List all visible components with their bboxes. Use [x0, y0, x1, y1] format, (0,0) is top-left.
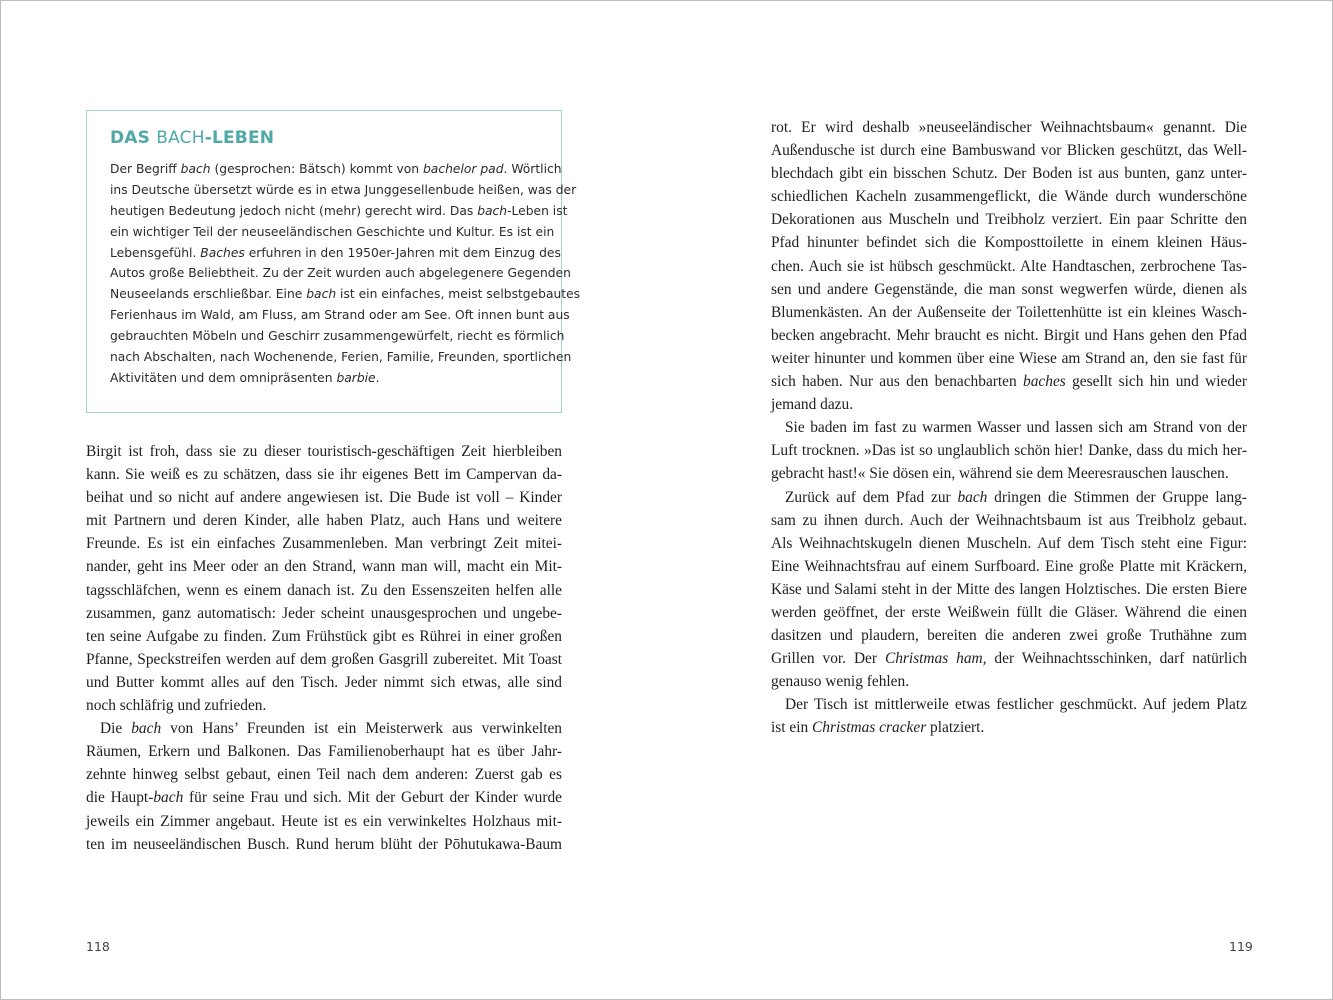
text-line: Zurück auf dem Pfad zur bach dringen die Stimmen der Gruppe lang-	[785, 488, 1247, 506]
text-line: blechdach gibt ein bisschen Schutz. Der Boden ist aus bunten, ganz unter-	[771, 165, 1247, 183]
box-line: gebrauchten Möbeln und Geschirr zusammengewürfelt, riecht es förmlich	[110, 329, 565, 344]
text-line: und Butter kommt alles auf den Tisch. Jeder nimmt sich etwas, alle sind	[86, 673, 562, 691]
text-line: becken angebracht. Mehr braucht es nicht. Birgit und Hans gehen den Pfad	[771, 326, 1247, 344]
box-line: Ferienhaus im Wald, am Fluss, am Strand oder am See. Oft innen bunt aus	[110, 308, 570, 323]
text-line: Der Tisch ist mittlerweile etwas festlicher geschmückt. Auf jedem Platz	[785, 696, 1247, 714]
text-line: sich haben. Nur aus den benachbarten baches gesellt sich hin und wieder	[771, 373, 1247, 391]
text-line: Birgit ist froh, dass sie zu dieser touristisch-geschäftigen Zeit hierbleiben	[86, 443, 562, 460]
text-line: sen und andere Gegenstände, die man sonst wegwerfen würde, dienen als	[771, 280, 1247, 298]
text-line: ist ein Christmas cracker platziert.	[771, 719, 985, 737]
text-line: mit Partnern und deren Kinder, alle haben Platz, auch Hans und weitere	[86, 512, 562, 530]
text-line: Käse und Salami steht in der Mitte des langen Holztisches. Die ersten Biere	[771, 580, 1247, 598]
text-line: Außendusche ist durch eine Bambuswand vor Blicken geschützt, das Well-	[771, 142, 1247, 160]
text-line: weiter hinunter und kommen über eine Wiese am Strand an, den sie fast für	[771, 349, 1247, 367]
text-line: ten im neuseeländischen Busch. Rund herum blüht der Pōhutukawa-Baum	[86, 835, 562, 853]
text-line: ten seine Aufgabe zu finden. Zum Frühstück gibt es Rührei in einer großen	[86, 627, 562, 645]
page-number-left: 118	[86, 939, 110, 954]
text-line: schiedlichen Kacheln zusammengeflickt, die Wände durch wunderschöne	[771, 188, 1247, 206]
text-line: Freunde. Es ist ein einfaches Zusammenleben. Man verbringt Zeit mitei-	[86, 535, 562, 553]
text-line: genauso wenig fehlen.	[771, 673, 910, 691]
text-line: Dekorationen aus Muscheln und Treibholz verziert. Ein paar Schritte den	[771, 211, 1247, 229]
text-line: tagsschläfchen, wenn es einem danach ist. Zu den Essenszeiten helfen alle	[86, 581, 562, 599]
box-line: Autos große Beliebtheit. Zu der Zeit wurden auch abgelegenere Gegenden	[110, 266, 571, 281]
info-box-text	[110, 159, 581, 389]
left-page-text	[86, 440, 562, 856]
text-line: die Haupt-bach für seine Frau und sich. Mit der Geburt der Kinder wurde	[86, 789, 562, 807]
text-line: jeweils ein Zimmer angebaut. Heute ist es ein verwinkeltes Holzhaus mit-	[86, 812, 562, 830]
box-line: Der Begriff bach (gesprochen: Bätsch) kommt von bachelor pad. Wörtlich	[110, 162, 562, 176]
info-box	[86, 110, 581, 413]
box-line: nach Abschalten, nach Wochenende, Ferien, Familie, Freunden, sportlichen	[110, 350, 572, 365]
text-line: kann. Sie weiß es zu schätzen, dass sie ihr eigenes Bett im Campervan da-	[86, 466, 562, 484]
text-line: beihat und so nicht auf andere angewiesen ist. Die Bude ist voll – Kinder	[86, 489, 562, 507]
box-line: Aktivitäten und dem omnipräsenten barbie.	[110, 370, 380, 385]
text-line: Pfad hinunter befindet sich die Komposttoilette in einem kleinen Häus-	[771, 234, 1247, 252]
box-line: Neuseelands erschließbar. Eine bach ist ein einfaches, meist selbstgebautes	[110, 287, 581, 302]
box-line: ins Deutsche übersetzt würde es in etwa Junggesellenbude heißen, was der	[110, 182, 577, 197]
text-line: jemand dazu.	[771, 396, 854, 414]
text-line: Pfanne, Speckstreifen werden auf dem großen Gasgrill zubereitet. Mit Toast	[86, 650, 562, 668]
box-line: ein wichtiger Teil der neuseeländischen Geschichte und Kultur. Es ist ein	[110, 224, 555, 239]
text-line: Blumenkästen. An der Außenseite der Toilettenhütte ist ein kleines Wasch-	[771, 303, 1247, 321]
text-line: Luft trocknen. »Das ist so unglaublich schön hier! Danke, dass du mich her-	[771, 442, 1247, 460]
page-number-right: 119	[1229, 939, 1253, 954]
box-line: Lebensgefühl. Baches erfuhren in den 1950er-Jahren mit dem Einzug des	[110, 245, 561, 260]
text-line: Eine Weihnachtsfrau auf einem Surfboard. Eine große Platte mit Kräckern,	[771, 557, 1247, 575]
text-line: zusammen, ganz automatisch: Jeder scheint unausgesprochen und ungebe-	[86, 604, 562, 622]
text-line: zehnte hinweg selbst gebaut, einen Teil nach dem anderen: Zuerst gab es	[86, 766, 562, 784]
text-line: dasitzen und plaudern, bereiten die anderen zwei große Truthähne zum	[771, 627, 1247, 645]
text-line: Sie baden im fast zu warmen Wasser und lassen sich am Strand von der	[785, 419, 1247, 437]
text-line: Grillen vor. Der Christmas ham, der Weihnachtsschinken, darf natürlich	[771, 650, 1247, 668]
box-line: heutigen Bedeutung jedoch nicht (mehr) gerecht wird. Das bach-Leben ist	[110, 203, 568, 218]
text-line: rot. Er wird deshalb »neuseeländischer Weihnachtsbaum« genannt. Die	[771, 119, 1247, 136]
text-line: werden geöffnet, der erste Weißwein füllt die Gläser. Während die einen	[771, 603, 1247, 621]
text-line: Räumen, Erkern und Balkonen. Das Familienoberhaupt hat es über Jahr-	[86, 743, 562, 761]
text-line: chen. Auch sie ist hübsch geschmückt. Alte Handtaschen, zerbrochene Tas-	[771, 257, 1247, 275]
text-line: noch schläfrig und zufrieden.	[86, 697, 267, 715]
text-line: Die bach von Hans’ Freunden ist ein Meisterwerk aus verwinkelten	[100, 720, 562, 738]
text-line: Als Weihnachtskugeln dienen Muscheln. Auf dem Tisch steht eine Figur:	[771, 534, 1247, 552]
right-page-text	[771, 116, 1247, 740]
info-box-title: DAS BACH-LEBEN	[110, 128, 275, 148]
text-line: sam zu ihnen durch. Auch der Weihnachtsbaum ist aus Treibholz gebaut.	[771, 511, 1247, 529]
text-line: nander, geht ins Meer oder an den Strand, wann man will, macht ein Mit-	[86, 558, 562, 576]
text-line: gebracht hast!« Sie dösen ein, während sie dem Meeresrauschen lauschen.	[771, 465, 1229, 483]
